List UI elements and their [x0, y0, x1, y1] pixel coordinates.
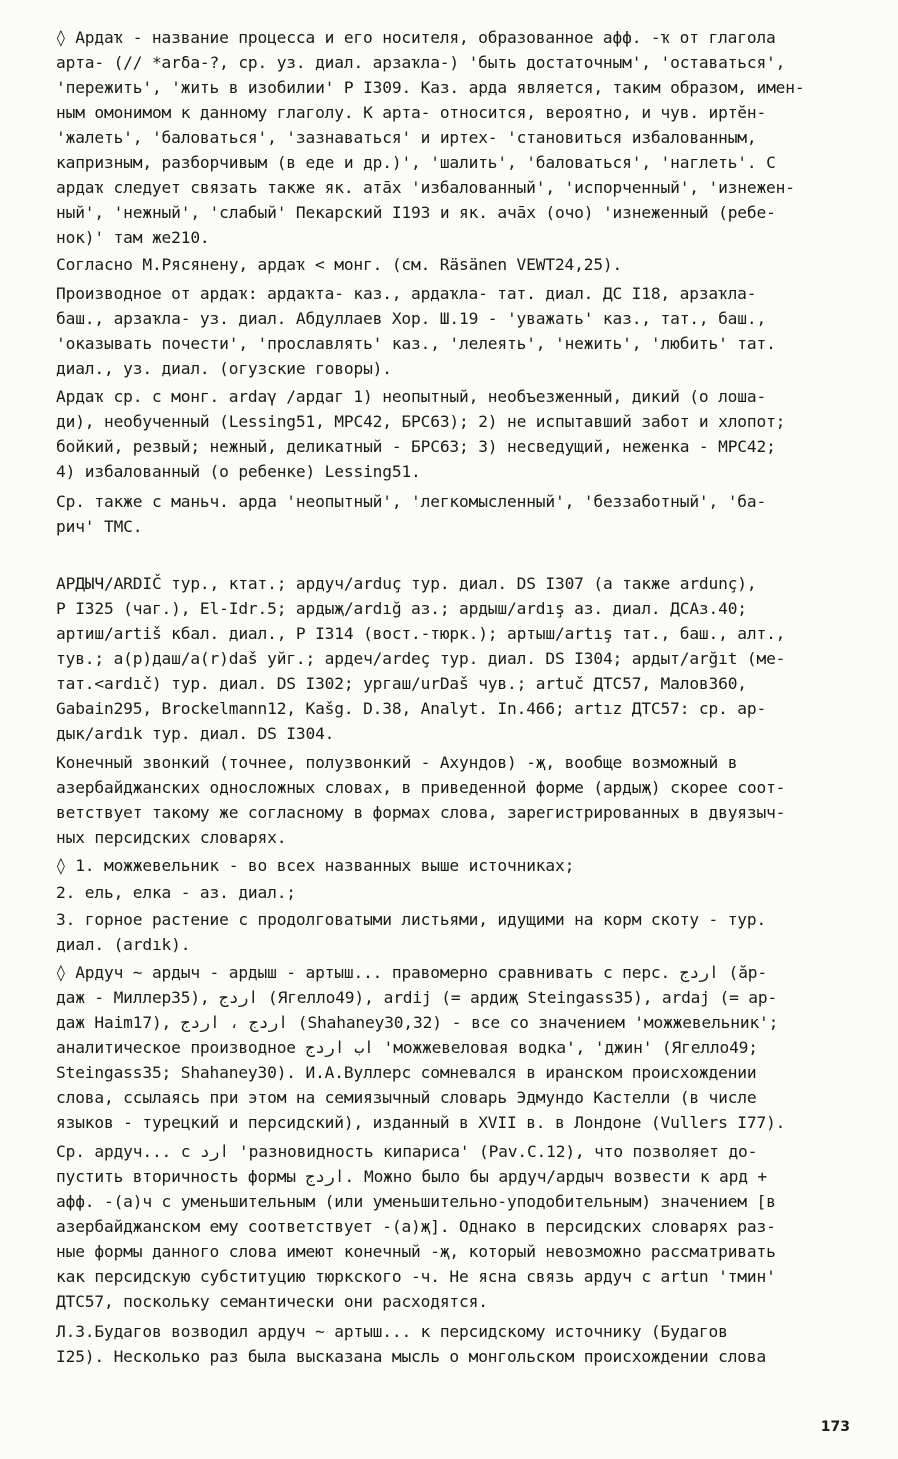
text-line: Ардаҡ ср. с монг. ardaγ /ардаг 1) неопытный, необъезженный, дикий (о лоша- — [56, 387, 767, 406]
text-line: 2. ель, елка - аз. диал.; — [56, 883, 296, 902]
text-line: ных персидских словарях. — [56, 828, 287, 847]
text-line: языков - турецкий и персидский), изданный в XVII в. в Лондоне (Vullers I77). — [56, 1113, 786, 1132]
text-line: ДТС57, поскольку семантически они расходятся. — [56, 1292, 488, 1311]
text-line: I25). Несколько раз была высказана мысль о монгольском происхождении слова — [56, 1347, 767, 1366]
text-line: ардаҡ следует связать также як. атāх 'избалованный', 'испорченный', 'изнежен- — [56, 178, 795, 197]
text-line: как персидскую субституцию тюркского -ч. Не ясна связь ардуч с artun 'тмин' — [56, 1267, 776, 1286]
text-line: Л.З.Будагов возводил ардуч ~ артыш... к персидскому источнику (Будагов — [56, 1322, 728, 1341]
text-line: ные формы данного слова имеют конечный -җ, который невозможно рассматривать — [56, 1242, 776, 1261]
text-line: Р I325 (чаг.), El-Idr.5; ардыҗ/ardığ аз.; ардыш/ardış аз. диал. ДСАз.40; — [56, 599, 747, 618]
text-line: нок)' там же210. — [56, 228, 210, 247]
text-line: азербайджанском ему соответствует -(а)җ]. Однако в персидских словарях раз- — [56, 1217, 776, 1236]
text-line: Ср. ардуч... с ارد 'разновидность кипариса' (Pav.C.12), что позволяет до- — [56, 1142, 758, 1161]
text-line: Ср. также с маньч. арда 'неопытный', 'легкомысленный', 'беззаботный', 'ба- — [56, 492, 767, 511]
text-line: бойкий, резвый; нежный, деликатный - БРС63; 3) несведущий, неженка - МРС42; — [56, 437, 776, 456]
text-line: азербайджанских односложных словах, в приведенной форме (ардыҗ) скорее соот- — [56, 778, 786, 797]
text-line: даж Haim17), اردج ، اردج (Shahaney30,32) - все со значением 'можжевельник'; — [56, 1013, 779, 1032]
text-line: аналитическое производное اب اردج 'можжевеловая водка', 'джин' (Ягелло49; — [56, 1038, 758, 1057]
text-line: ным омонимом к данному глаголу. К арта- относится, вероятно, и чув. иртĕн- — [56, 103, 767, 122]
text-line: 'жалеть', 'баловаться', 'зазнаваться' и иртех- 'становиться избалованным, — [56, 128, 757, 147]
text-line: ветствует такому же согласному в формах слова, зарегистрированных в двуязыч- — [56, 803, 786, 822]
text-line: арта- (// *arδa-?, ср. уз. диал. арзаҡла-) 'быть достаточным', 'оставаться', — [56, 53, 786, 72]
text-line: 4) избалованный (о ребенке) Lessing51. — [56, 462, 421, 481]
text-line: баш., арзаҡла- уз. диал. Абдуллаев Хор. Ш.19 - 'уважать' каз., тат., баш., — [56, 309, 767, 328]
text-line: капризным, разборчивым (в еде и др.)', 'шалить', 'баловаться', 'наглеть'. С — [56, 153, 776, 172]
text-line: ◊ Ардаҡ - название процесса и его носителя, образованное афф. -ҡ от глагола — [56, 28, 776, 47]
text-line: Steingass35; Shahaney30). И.А.Вуллерс сомневался в иранском происхождении — [56, 1063, 757, 1082]
text-line: 3. горное растение с продолговатыми листьями, идущими на корм скоту - тур. — [56, 910, 767, 929]
text-line: афф. -(а)ч с уменьшительным (или уменьшительно-уподобительным) значением [в — [56, 1192, 776, 1211]
text-line: пустить вторичность формы اردج. Можно было бы ардуч/ардыч возвести к ард + — [56, 1167, 767, 1186]
text-line: ◊ 1. можжевельник - во всех названных выше источниках; — [56, 856, 575, 875]
text-line: слова, ссылаясь при этом на семиязычный словарь Эдмундо Кастелли (в числе — [56, 1088, 757, 1107]
text-line: диал. (ardık). — [56, 935, 191, 954]
page-number: 173 — [820, 1419, 850, 1435]
text-line: артиш/artiš кбал. диал., Р I314 (вост.-тюрк.); артыш/artış тат., баш., алт., — [56, 624, 786, 643]
text-line: 'оказывать почести', 'прославлять' каз., 'лелеять', 'нежить', 'любить' тат. — [56, 334, 776, 353]
text-line: АРДЫЧ/ARDIČ тур., ктат.; ардуч/arduç тур. диал. DS I307 (а также ardunç), — [56, 574, 757, 593]
text-line: диал., уз. диал. (огузские говоры). — [56, 359, 392, 378]
text-line: тат.<ardıč) тур. диал. DS I302; ургаш/urDaš чув.; artuč ДТС57, Малов360, — [56, 674, 747, 693]
text-line: даж - Миллер35), اردج (Ягелло49), ardij (= ардиҗ Steingass35), ardaj (= ар- — [56, 988, 778, 1007]
text-line: ◊ Ардуч ~ ардыч - ардыш - артыш... правомерно сравнивать с перс. اردج (ăр- — [56, 963, 767, 982]
text-line: Производное от ардаҡ: ардаҡта- каз., ардаҡла- тат. диал. ДС I18, арзаҡла- — [56, 284, 757, 303]
text-line: тув.; а(р)даш/a(r)daš уйг.; ардеч/ardeç тур. диал. DS I304; ардыт/arğıt (ме- — [56, 649, 786, 668]
text-line: ный', 'нежный', 'слабый' Пекарский I193 и як. ачāх (очо) 'изнеженный (ребе- — [56, 203, 776, 222]
text-line: 'пережить', 'жить в изобилии' Р I309. Каз. арда является, таким образом, имен- — [56, 78, 805, 97]
text-line: Согласно М.Рясянену, ардаҡ < монг. (см. Räsänen VEWT24,25). — [56, 255, 623, 274]
text-line: рич' ТМС. — [56, 517, 143, 536]
text-line: дык/ardık тур. диал. DS I304. — [56, 724, 335, 743]
text-line: ди), необученный (Lessing51, МРС42, БРС63); 2) не испытавший забот и хлопот; — [56, 412, 786, 431]
text-line: Конечный звонкий (точнее, полузвонкий - Ахундов) -җ, вообще возможный в — [56, 753, 738, 772]
text-line: Gabain295, Brockelmann12, Kašg. D.38, Analyt. In.466; artız ДТС57: ср. ар- — [56, 699, 767, 718]
